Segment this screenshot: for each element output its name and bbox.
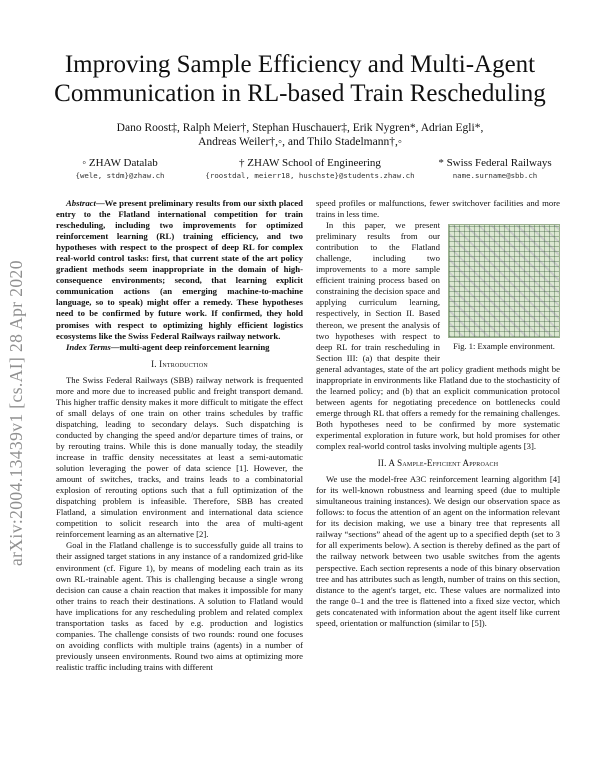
- authors-line-1: Dano Roost‡, Ralph Meier†, Stephan Huschauer‡, Erik Nygren*, Adrian Egli*,: [116, 122, 484, 134]
- paper-title: [40, 50, 560, 108]
- title-line-1: Improving Sample Efficiency and Multi-Agent: [64, 51, 536, 78]
- abstract-label: Abstract: [66, 198, 96, 208]
- intro-paragraph-3: In this paper, we present preliminary results from our contribution to the Flatland challenge, including two improvements to a more sample efficient training process based on constraining the decision space and applying curriculum learning, respectively, in Section II. Based thereon, we present the analysis of two hypotheses with respect to deep RL for train rescheduling in Section III: (a) that despite their general advantages, state of the art policy gradient methods might be inappropriate in environments like Flatland due to the stochasticity of the learned policy; and (b) that an explicit communication protocol between agents for negotiating precedence on bottlenecks could emerge through RL that offers a remedy for the remaining challenges. Both hypotheses need to be confirmed by more systematic experimental exploration in future work, but hold promises for other complex real-world control tasks involving multiple agents [3].: [316, 220, 560, 452]
- intro-paragraph-1: The Swiss Federal Railways (SBB) railway network is frequented more and more due to increased public and freight transport demand. This higher traffic density makes it more difficult to mitigate the effect of small delays of one train on other trains schedules by traffic dispatching, leading to secondary delays. Such dispatching is conducted by changing the speed and/or departure times of trains, or by rerouting trains. While this is done manually today, the steadily increase in traffic density necessitates at least a semi-automatic solution leveraging the power of data science [1]. However, the amount of switches, tracks, and trains leads to a combinatorial explosion of rerouting options such that a full optimization of the dispatching problem is infeasible. Therefore, SBB has created Flatland, a simulation environment and international data science competition to solicit research into the area of multi-agent reinforcement learning as an alternative [2].: [56, 374, 303, 540]
- arxiv-identifier: arXiv:2004.13439v1 [cs.AI] 28 Apr 2020: [6, 260, 26, 566]
- environment-map-image: [448, 224, 560, 338]
- affiliation-name: ◦ ZHAW Datalab: [82, 157, 158, 169]
- affiliation-email: {roostdal, meierr18, huschste}@students.zhaw.ch: [205, 171, 415, 180]
- left-column: [56, 198, 303, 673]
- figure-1: [448, 220, 560, 352]
- affiliation-datalab: [60, 157, 180, 181]
- affiliation-email: name.surname@sbb.ch: [452, 171, 538, 180]
- section-heading-introduction: I. Introduction: [151, 358, 208, 369]
- index-terms: [56, 342, 303, 353]
- authors-line-2: Andreas Weiler†,◦, and Thilo Stadelmann†,◦: [198, 136, 402, 148]
- affiliation-name: * Swiss Federal Railways: [438, 157, 552, 169]
- right-column: [316, 198, 560, 629]
- affiliation-email: {wele, stdm}@zhaw.ch: [75, 171, 165, 180]
- author-list: [60, 121, 540, 149]
- intro-paragraph-2: Goal in the Flatland challenge is to successfully guide all trains to their assigned target stations in any instance of a randomized grid-like environment (cf. Figure 1), by means of modeling each train as its own RL-trainable agent. This is challenging because a single wrong decision can cause a chain reaction that makes it impossible for many other trains to reach their destinations. A solution to Flatland would have implications for any rescheduling problem and related complex transportation tasks as faced by e.g. production and logistics companies. The challenge consists of two rounds: round one focuses on avoiding conflicts with multiple trains (agents) in a number of previously unseen environments. Round two aims at optimizing more realistic traffic including trains with different: [56, 540, 303, 672]
- figure-caption: Fig. 1: Example environment.: [453, 341, 555, 352]
- intro-paragraph-continued: speed profiles or malfunctions, fewer switchover facilities and more trains in less time.: [316, 198, 560, 220]
- section-heading-approach: II. A Sample-Efficient Approach: [377, 458, 499, 469]
- index-terms-label: Index Terms: [66, 341, 111, 352]
- affiliation-sbb: [430, 157, 560, 181]
- title-line-2: Communication in RL-based Train Rescheduling: [54, 80, 546, 107]
- approach-paragraph-1: We use the model-free A3C reinforcement learning algorithm [4] for its well-known robustness and learning speed (due to multiple simultaneous training instances). We design our observation space as follows: to focus the attention of an agent on the information relevant for its decision making, we use a binary tree that represents all railway “sections” ahead of the agent up to a specified depth (set to 3 for all experiments below). A section is thereby defined as the part of the railway network between two usable switches from the agents perspective. Each section represents a node of this binary observation tree and has attributes such as length, number of trains on this section, distance to the agent's target, etc. These values are normalized into the range 0–1 and the tree is flattened into a fixed size vector, which gets concatenated with information about the agent itself like current speed, orientation or malfunction (similar to [5]).: [316, 474, 560, 628]
- affiliations: [60, 157, 560, 185]
- index-terms-text: —multi-agent deep reinforcement learning: [110, 341, 270, 352]
- affiliation-name: † ZHAW School of Engineering: [239, 157, 381, 169]
- affiliation-engineering: [195, 157, 425, 181]
- abstract-text: —We present preliminary results from our sixth placed entry to the Flatland international competition for train rescheduling, including two improvements for optimized reinforcement learning (RL) training efficiency, and two hypotheses with respect to the prospect of deep RL for complex real-world control tasks: first, that current state of the art policy gradient methods seem inappropriate in the domain of high-consequence environments; second, that learning explicit communication actions (an emerging machine-to-machine language, so to speak) might offer a remedy. These hypotheses need to be confirmed by future work. If confirmed, they hold promises with respect to optimizing highly efficient logistics ecosystems like the Swiss Federal Railways railway network.: [56, 198, 303, 341]
- abstract: [56, 198, 303, 342]
